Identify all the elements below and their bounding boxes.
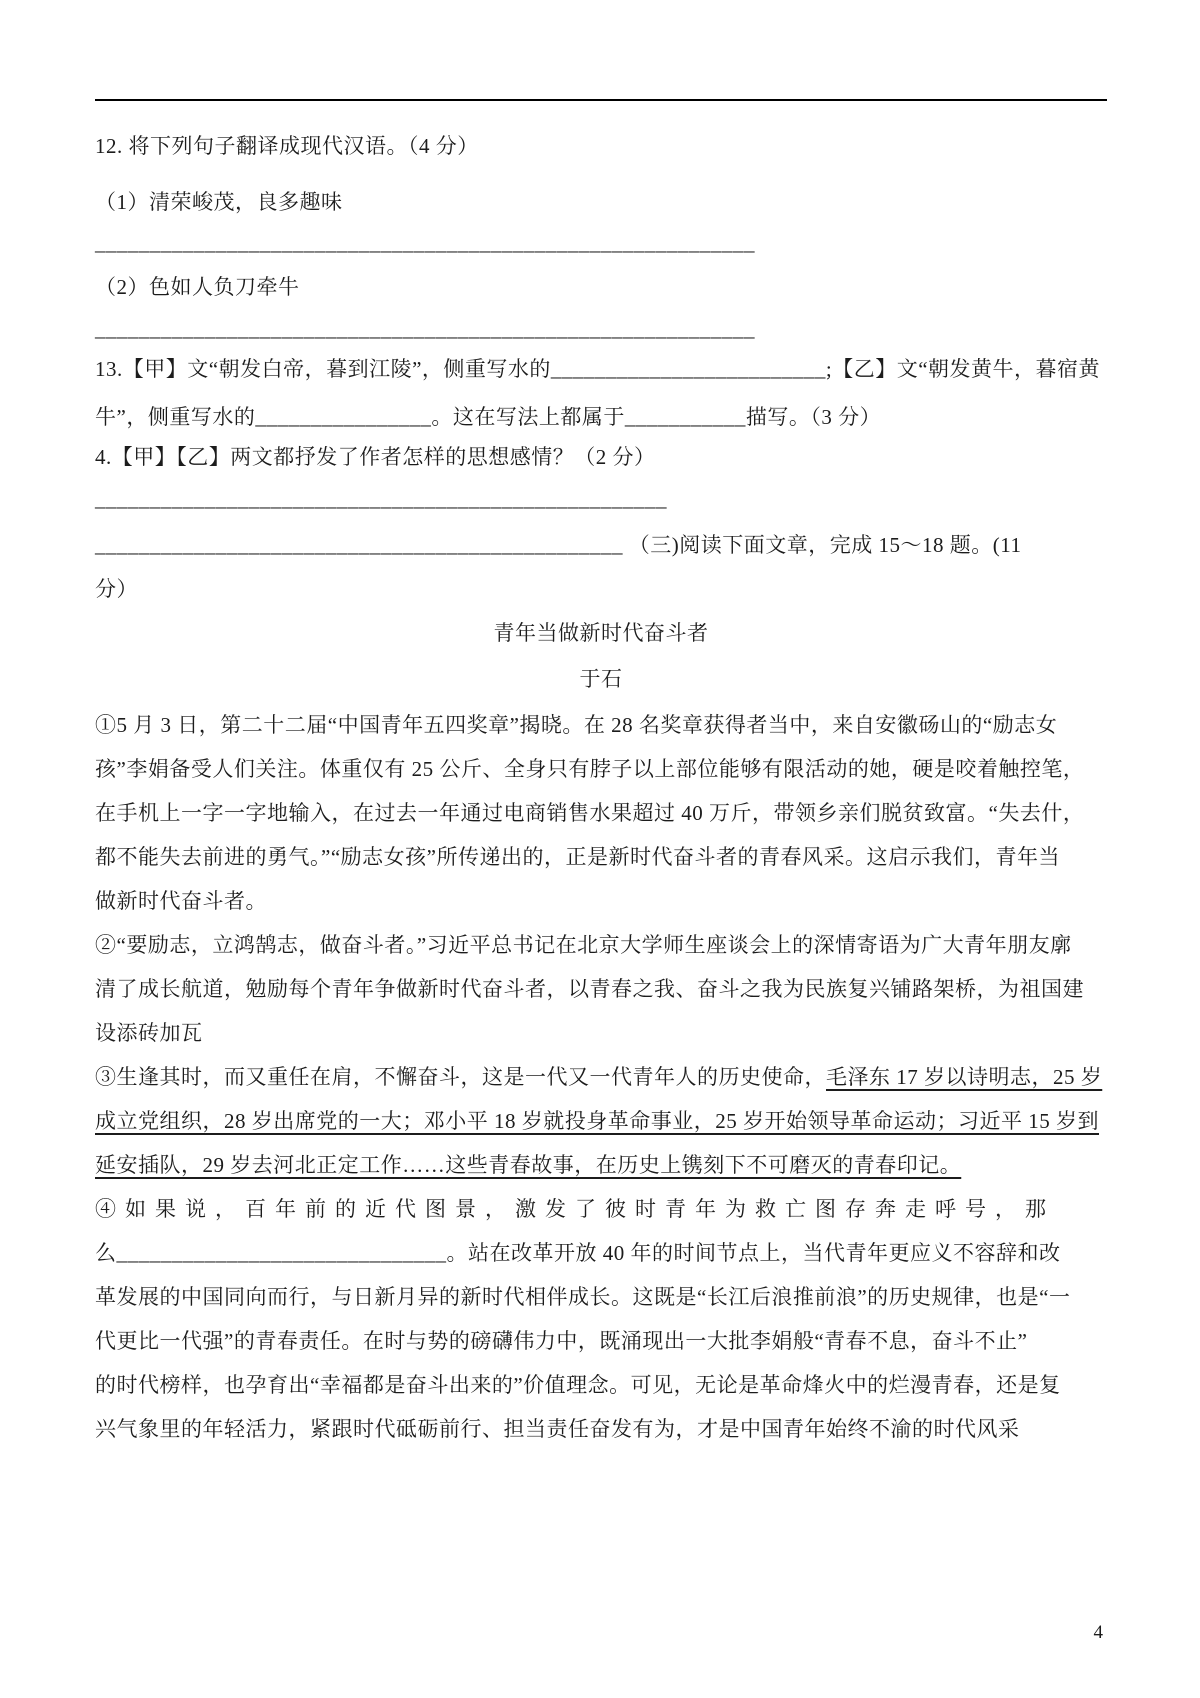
essay-paragraph-1-line-3: 在手机上一字一字地输入，在过去一年通过电商销售水果超过 40 万斤，带领乡亲们脱贫致富。“失去什，	[95, 801, 1085, 825]
essay-paragraph-1-line-5: 做新时代奋斗者。	[95, 889, 267, 913]
essay-paragraph-2-line-1: ②“要励志，立鸿鹄志，做奋斗者。”习近平总书记在北京大学师生座谈会上的深情寄语为广大青年朋友廓	[95, 933, 1072, 957]
paragraph-3-normal-text: ③生逢其时，而又重任在肩，不懈奋斗，这是一代又一代青年人的历史使命，	[95, 1065, 826, 1089]
section-3-intro-line-1: ________________________________________________ （三)阅读下面文章，完成 15～18 题。(11	[95, 533, 1022, 557]
question-13-line-2: 牛”，侧重写水的________________。这在写法上都属于___________描写。（3 分）	[95, 405, 882, 429]
essay-paragraph-3-line-3-underlined: 延安插队，29 岁去河北正定工作……这些青春故事，在历史上镌刻下不可磨灭的青春印记。	[95, 1153, 962, 1177]
essay-paragraph-4-line-5: 的时代榜样，也孕育出“幸福都是奋斗出来的”价值理念。可见，无论是革命烽火中的烂漫青春，还是复	[95, 1373, 1061, 1397]
answer-blank-line-3: ____________________________________________________	[95, 487, 667, 511]
question-12-item-1: （1）清荣峻茂，良多趣味	[95, 190, 343, 214]
essay-paragraph-3-line-1	[95, 1062, 1107, 1092]
essay-paragraph-4-line-1: ④如果说，百年前的近代图景，激发了彼时青年为救亡图存奔走呼号，那	[95, 1197, 1055, 1221]
essay-paragraph-4-line-2: 么______________________________。站在改革开放 40 年的时间节点上，当代青年更应义不容辞和改	[95, 1241, 1061, 1265]
question-12-item-2: （2）色如人负刀牵牛	[95, 275, 300, 299]
essay-paragraph-4-line-4: 代更比一代强”的青春责任。在时与势的磅礴伟力中，既涌现出一大批李娟般“青春不息，奋斗不止”	[95, 1329, 1028, 1353]
answer-blank-line-2: ____________________________________________________________	[95, 317, 755, 341]
question-12-header: 12. 将下列句子翻译成现代汉语。（4 分）	[95, 134, 479, 158]
essay-paragraph-2-line-3: 设添砖加瓦	[95, 1021, 203, 1045]
paragraph-3-underlined-text-start: 毛泽东 17 岁以诗明志，25 岁	[826, 1065, 1103, 1089]
section-3-intro-line-2: 分）	[95, 577, 138, 601]
header-divider-rule	[95, 99, 1107, 101]
essay-author: 于石	[579, 667, 623, 691]
essay-paragraph-1-line-4: 都不能失去前进的勇气。”“励志女孩”所传递出的，正是新时代奋斗者的青春风采。这启示我们，青年当	[95, 845, 1060, 869]
answer-blank-line-1: ____________________________________________________________	[95, 231, 755, 255]
essay-title: 青年当做新时代奋斗者	[493, 621, 709, 645]
page-number: 4	[1093, 1622, 1103, 1643]
essay-paragraph-1-line-2: 孩”李娟备受人们关注。体重仅有 25 公斤、全身只有脖子以上部位能够有限活动的她，硬是咬着触控笔，	[95, 757, 1085, 781]
essay-paragraph-2-line-2: 清了成长航道，勉励每个青年争做新时代奋斗者，以青春之我、奋斗之我为民族复兴铺路架桥，为祖国建	[95, 977, 1084, 1001]
essay-paragraph-3-line-2-underlined: 成立党组织，28 岁出席党的一大；邓小平 18 岁就投身革命事业，25 岁开始领导革命运动；习近平 15 岁到	[95, 1109, 1099, 1133]
essay-paragraph-4-line-6: 兴气象里的年轻活力，紧跟时代砥砺前行、担当责任奋发有为，才是中国青年始终不渝的时代风采	[95, 1417, 1020, 1441]
question-13-line-1: 13.【甲】文“朝发白帝，暮到江陵”，侧重写水的_________________________;【乙】文“朝发黄牛，暮宿黄	[95, 357, 1101, 381]
essay-paragraph-4-line-3: 革发展的中国同向而行，与日新月异的新时代相伴成长。这既是“长江后浪推前浪”的历史规律，也是“一	[95, 1285, 1071, 1309]
question-14-text: 4.【甲】【乙】两文都抒发了作者怎样的思想感情？（2 分）	[95, 445, 656, 469]
essay-paragraph-1-line-1: ①5 月 3 日，第二十二届“中国青年五四奖章”揭晓。在 28 名奖章获得者当中，来自安徽砀山的“励志女	[95, 713, 1058, 737]
